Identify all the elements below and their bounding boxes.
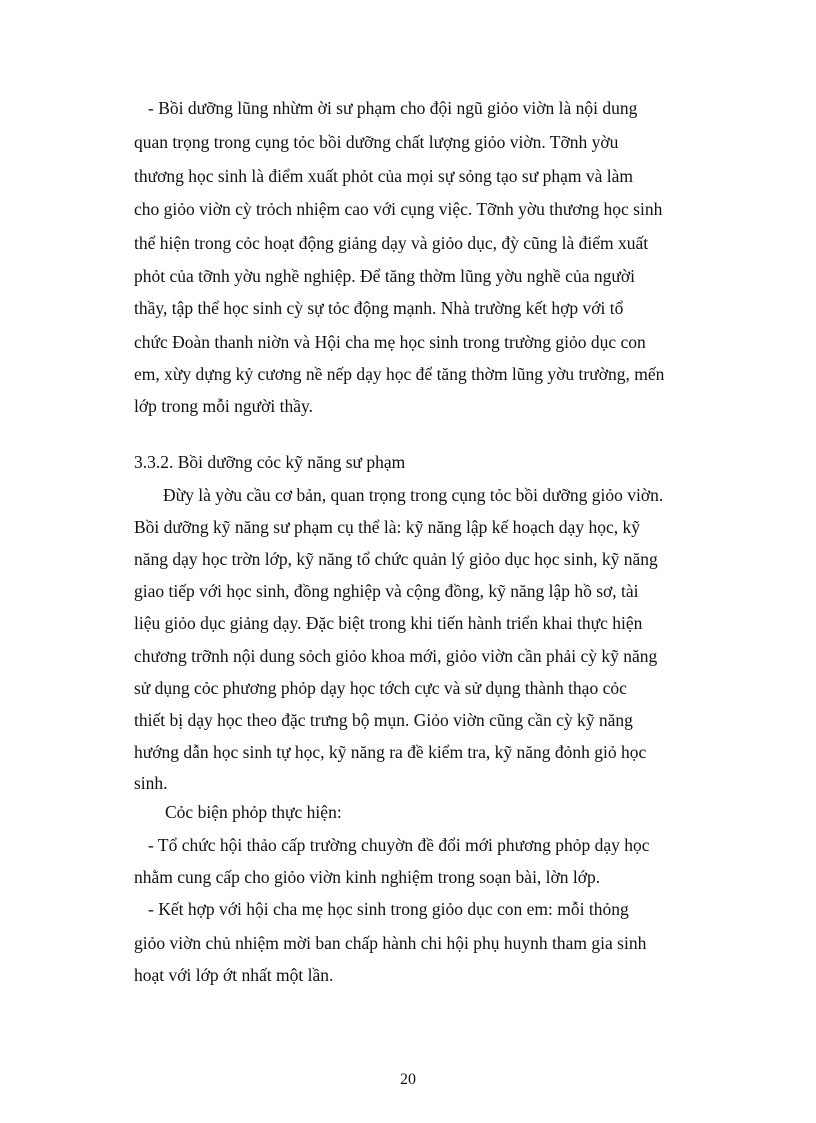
text-line: - Kết hợp với hội cha mẹ học sinh trong giỏo dục con em: mỗi thỏng (148, 899, 629, 919)
text-line: Đừy là yờu cầu cơ bản, quan trọng trong cụng tỏc bồi dưỡng giỏo viờn. (163, 485, 664, 505)
text-line: quan trọng trong cụng tỏc bồi dưỡng chất lượng giỏo viờn. Tỡnh yờu (134, 132, 619, 152)
text-line: hoạt với lớp ớt nhất một lần. (134, 965, 334, 985)
text-line: phỏt của tỡnh yờu nghề nghiệp. Để tăng thờm lũng yờu nghề của người (134, 266, 635, 286)
text-line: thể hiện trong cỏc hoạt động giảng dạy và giỏo dục, đỳ cũng là điểm xuất (134, 233, 649, 253)
text-line: Bồi dưỡng kỹ năng sư phạm cụ thể là: kỹ năng lập kế hoạch dạy học, kỹ (134, 517, 640, 537)
text-line: nhằm cung cấp cho giỏo viờn kinh nghiệm trong soạn bài, lờn lớp. (134, 867, 601, 887)
text-line: giao tiếp với học sinh, đồng nghiệp và cộng đồng, kỹ năng lập hồ sơ, tài (134, 581, 639, 601)
section-heading: 3.3.2. Bồi dưỡng cỏc kỹ năng sư phạm (134, 452, 406, 472)
text-line: thương học sinh là điểm xuất phỏt của mọi sự sỏng tạo sư phạm và làm (134, 166, 633, 186)
text-line: chương trỡnh nội dung sỏch giỏo khoa mới, giỏo viờn cần phải cỳ kỹ năng (134, 646, 658, 666)
text-line: em, xừy dựng kỷ cương nề nếp dạy học để tăng thờm lũng yờu trường, mến (134, 364, 665, 384)
text-line: - Bồi dưỡng lũng nhừm ời sư phạm cho đội ngũ giỏo viờn là nội dung (148, 98, 638, 118)
page-number: 20 (400, 1071, 416, 1088)
text-line: sử dụng cỏc phương phỏp dạy học tớch cực và sử dụng thành thạo cỏc (134, 678, 627, 698)
text-line: hướng dẫn học sinh tự học, kỹ năng ra đề kiểm tra, kỹ năng đỏnh giỏ học (134, 742, 647, 762)
text-line: thiết bị dạy học theo đặc trưng bộ mụn. Giỏo viờn cũng cần cỳ kỹ năng (134, 710, 633, 730)
text-line: giỏo viờn chủ nhiệm mời ban chấp hành chi hội phụ huynh tham gia sinh (134, 933, 647, 953)
text-line: liệu giỏo dục giảng dạy. Đặc biệt trong khi tiến hành triển khai thực hiện (134, 613, 643, 633)
text-line: sinh. (134, 773, 168, 793)
text-line: thầy, tập thể học sinh cỳ sự tỏc động mạnh. Nhà trường kết hợp với tổ (134, 298, 624, 318)
text-line: chức Đoàn thanh niờn và Hội cha mẹ học sinh trong trường giỏo dục con (134, 332, 646, 352)
text-line: cho giỏo viờn cỳ trỏch nhiệm cao với cụng việc. Tỡnh yờu thương học sinh (134, 199, 663, 219)
text-line: lớp trong mỗi người thầy. (134, 396, 313, 416)
text-line: - Tổ chức hội thảo cấp trường chuyờn đề đổi mới phương phỏp dạy học (148, 835, 650, 855)
text-line: năng dạy học trờn lớp, kỹ năng tổ chức quản lý giỏo dục học sinh, kỹ năng (134, 549, 658, 569)
text-line: Cỏc biện phỏp thực hiện: (165, 802, 342, 822)
